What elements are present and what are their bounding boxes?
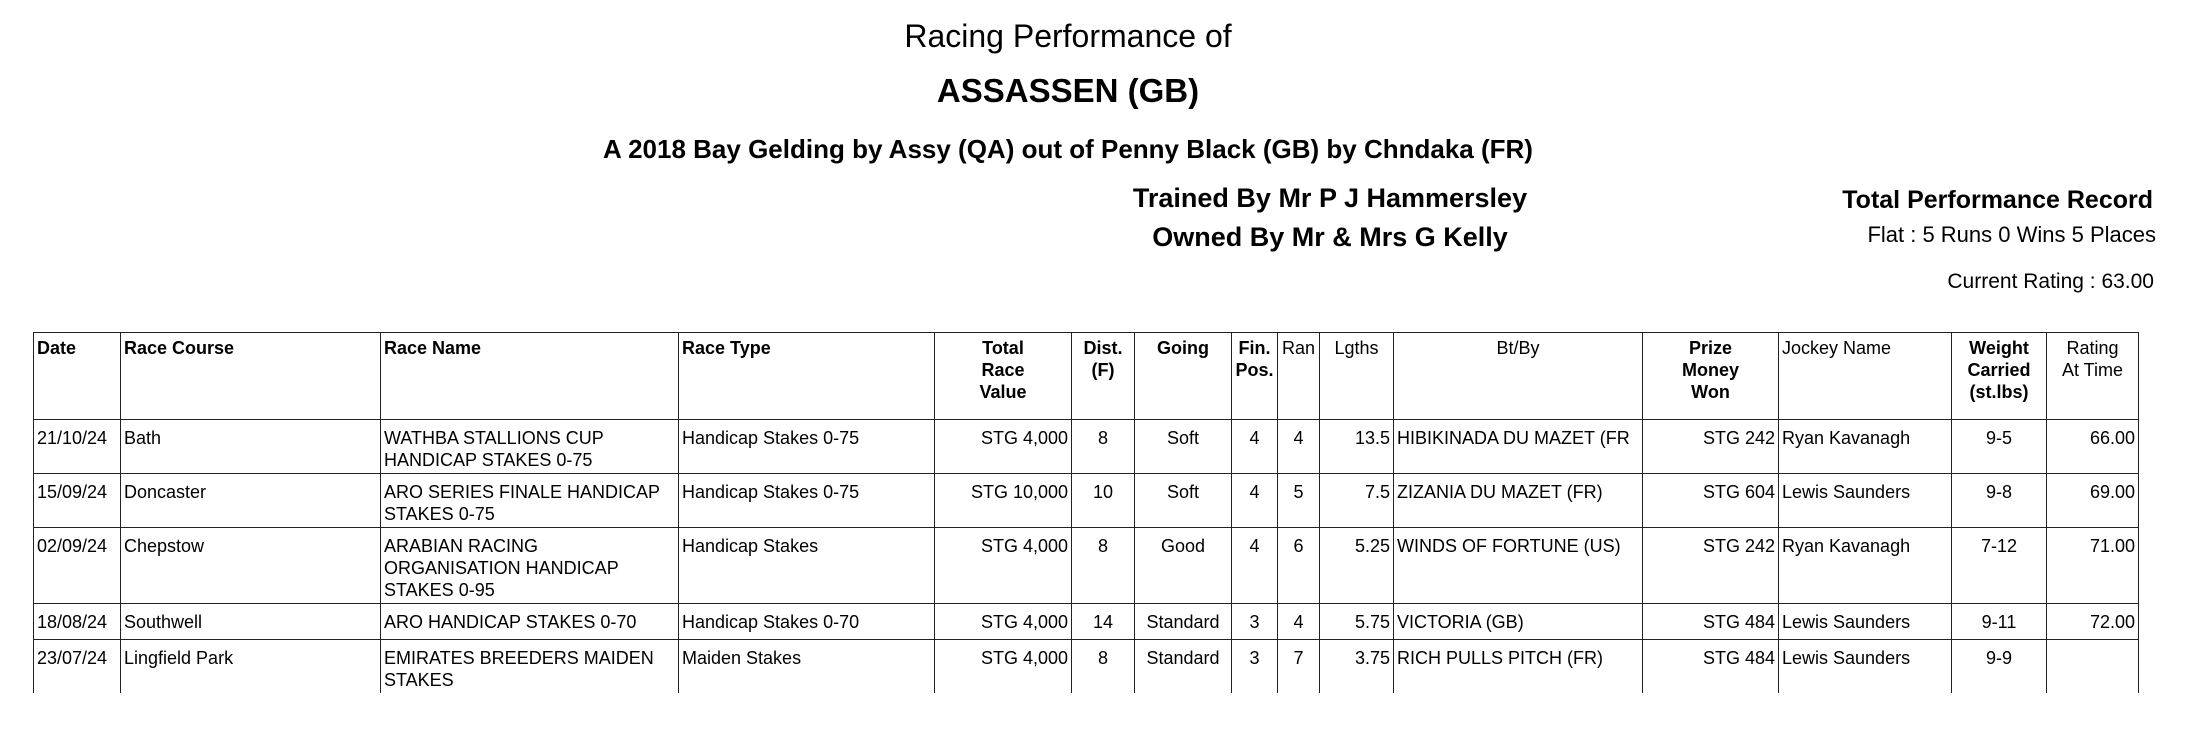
cell-ran: 4 (1278, 420, 1320, 474)
table-row (34, 474, 2139, 528)
cell-rating (2047, 640, 2139, 694)
cell-weight: 9-8 (1952, 474, 2047, 528)
cell-fin: 4 (1232, 474, 1278, 528)
col-race-name-header: Race Name (381, 333, 679, 420)
col-fin-pos-header: Fin. Pos. (1232, 333, 1278, 420)
cell-weight: 9-9 (1952, 640, 2047, 694)
cell-going: Good (1135, 528, 1232, 604)
pedigree-line: A 2018 Bay Gelding by Assy (QA) out of Penny Black (GB) by Chndaka (FR) (603, 134, 1533, 164)
cell-race-type: Handicap Stakes 0-75 (679, 474, 935, 528)
cell-btby: RICH PULLS PITCH (FR) (1394, 640, 1643, 694)
cell-fin: 3 (1232, 604, 1278, 640)
col-jockey-header: Jockey Name (1779, 333, 1952, 420)
cell-dist: 10 (1072, 474, 1135, 528)
col-dist-header: Dist. (F) (1072, 333, 1135, 420)
cell-ran: 7 (1278, 640, 1320, 694)
col-btby-header: Bt/By (1394, 333, 1643, 420)
cell-race-name: WATHBA STALLIONS CUP HANDICAP STAKES 0-75 (381, 420, 679, 474)
cell-jockey: Lewis Saunders (1779, 474, 1952, 528)
cell-prize: STG 242 (1643, 528, 1779, 604)
cell-value: STG 4,000 (935, 420, 1072, 474)
col-prize-header: Prize Money Won (1643, 333, 1779, 420)
cell-prize: STG 484 (1643, 640, 1779, 694)
cell-date: 15/09/24 (34, 474, 121, 528)
cell-ran: 5 (1278, 474, 1320, 528)
cell-date: 18/08/24 (34, 604, 121, 640)
cell-going: Soft (1135, 420, 1232, 474)
cell-lgths: 13.5 (1320, 420, 1394, 474)
cell-prize: STG 484 (1643, 604, 1779, 640)
cell-course: Doncaster (121, 474, 381, 528)
cell-going: Standard (1135, 640, 1232, 694)
cell-race-type: Handicap Stakes 0-75 (679, 420, 935, 474)
cell-going: Soft (1135, 474, 1232, 528)
cell-value: STG 4,000 (935, 528, 1072, 604)
cell-fin: 4 (1232, 528, 1278, 604)
cell-course: Bath (121, 420, 381, 474)
cell-jockey: Lewis Saunders (1779, 640, 1952, 694)
col-rating-header: Rating At Time (2047, 333, 2139, 420)
cell-rating: 66.00 (2047, 420, 2139, 474)
table-row (34, 604, 2139, 640)
cell-ran: 4 (1278, 604, 1320, 640)
cell-race-type: Maiden Stakes (679, 640, 935, 694)
cell-fin: 3 (1232, 640, 1278, 694)
cell-date: 21/10/24 (34, 420, 121, 474)
cell-dist: 8 (1072, 528, 1135, 604)
col-race-type-header: Race Type (679, 333, 935, 420)
cell-race-name: ARO HANDICAP STAKES 0-70 (381, 604, 679, 640)
performance-summary: Flat : 5 Runs 0 Wins 5 Places (1867, 222, 2156, 247)
col-course-header: Race Course (121, 333, 381, 420)
cell-dist: 8 (1072, 420, 1135, 474)
cell-dist: 14 (1072, 604, 1135, 640)
cell-course: Lingfield Park (121, 640, 381, 694)
cell-lgths: 7.5 (1320, 474, 1394, 528)
cell-dist: 8 (1072, 640, 1135, 694)
cell-weight: 7-12 (1952, 528, 2047, 604)
cell-btby: VICTORIA (GB) (1394, 604, 1643, 640)
cell-race-name: ARABIAN RACING ORGANISATION HANDICAP STAKES 0-95 (381, 528, 679, 604)
col-date-header: Date (34, 333, 121, 420)
cell-value: STG 10,000 (935, 474, 1072, 528)
col-going-header: Going (1135, 333, 1232, 420)
cell-date: 23/07/24 (34, 640, 121, 694)
cell-rating: 72.00 (2047, 604, 2139, 640)
report-title: Racing Performance of (904, 18, 1232, 54)
col-ran-header: Ran (1278, 333, 1320, 420)
cell-jockey: Ryan Kavanagh (1779, 420, 1952, 474)
cell-btby: HIBIKINADA DU MAZET (FR (1394, 420, 1643, 474)
cell-course: Chepstow (121, 528, 381, 604)
cell-race-type: Handicap Stakes (679, 528, 935, 604)
table-row (34, 640, 2139, 694)
trainer-line: Trained By Mr P J Hammersley (1132, 183, 1528, 213)
owner-line: Owned By Mr & Mrs G Kelly (1152, 222, 1508, 252)
performance-record-title: Total Performance Record (1842, 186, 2153, 214)
horse-name: ASSASSEN (GB) (936, 72, 1200, 109)
cell-prize: STG 604 (1643, 474, 1779, 528)
table-header-row (34, 333, 2139, 420)
cell-race-type: Handicap Stakes 0-70 (679, 604, 935, 640)
cell-value: STG 4,000 (935, 640, 1072, 694)
col-total-value-header: Total Race Value (935, 333, 1072, 420)
cell-lgths: 3.75 (1320, 640, 1394, 694)
col-lgths-header: Lgths (1320, 333, 1394, 420)
cell-going: Standard (1135, 604, 1232, 640)
cell-rating: 69.00 (2047, 474, 2139, 528)
cell-prize: STG 242 (1643, 420, 1779, 474)
cell-weight: 9-5 (1952, 420, 2047, 474)
cell-race-name: ARO SERIES FINALE HANDICAP STAKES 0-75 (381, 474, 679, 528)
cell-fin: 4 (1232, 420, 1278, 474)
cell-lgths: 5.75 (1320, 604, 1394, 640)
current-rating: Current Rating : 63.00 (1947, 270, 2154, 293)
cell-weight: 9-11 (1952, 604, 2047, 640)
cell-ran: 6 (1278, 528, 1320, 604)
table-row (34, 528, 2139, 604)
cell-jockey: Ryan Kavanagh (1779, 528, 1952, 604)
col-weight-header: Weight Carried (st.lbs) (1952, 333, 2047, 420)
table-row (34, 420, 2139, 474)
cell-rating: 71.00 (2047, 528, 2139, 604)
cell-jockey: Lewis Saunders (1779, 604, 1952, 640)
cell-value: STG 4,000 (935, 604, 1072, 640)
cell-btby: WINDS OF FORTUNE (US) (1394, 528, 1643, 604)
cell-btby: ZIZANIA DU MAZET (FR) (1394, 474, 1643, 528)
cell-race-name: EMIRATES BREEDERS MAIDEN STAKES (381, 640, 679, 694)
race-history-table (33, 332, 2139, 693)
cell-course: Southwell (121, 604, 381, 640)
cell-lgths: 5.25 (1320, 528, 1394, 604)
cell-date: 02/09/24 (34, 528, 121, 604)
